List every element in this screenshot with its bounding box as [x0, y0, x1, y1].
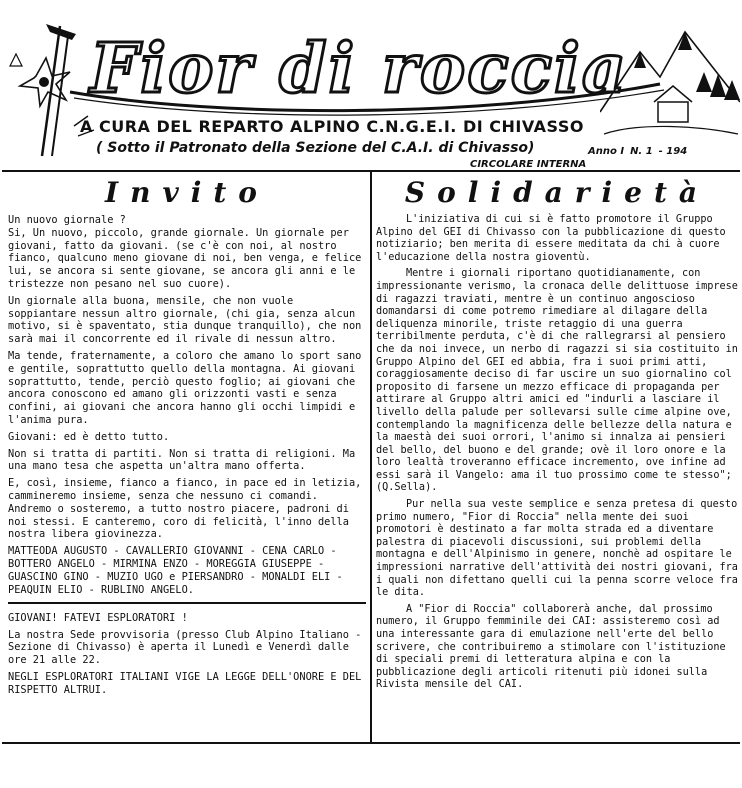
solidarieta-paragraph: Pur nella sua veste semplice e senza pretesa di questo primo numero, "Fior di Roccia" nella mente dei suoi promotori è destinato a far molta strada ed a diventare palestra di piacevoli discussioni, sui problemi della montagna e dell'Alpinismo in genere, nonchè ad ospitare le impressioni narrative dell'attività dei nostri giovani, fra i quali non difettano quelli cui la penna scorre veloce fra le dita.: [376, 499, 738, 599]
issue-year: Anno I: [588, 146, 625, 157]
solidarieta-paragraph: Mentre i giornali riportano quotidianamente, con impressionante verismo, la cronaca delle delittuose imprese di ragazzi traviati, mentre è un continuo angoscioso domandarsi di come potremo rimediare al dilagare della deliquenza minorile, triste retaggio di una guerra terribilmente perduta, c'è di che rallegrarsi al pensiero che da noi invece, un nerbo di ragazzi si sia costituito in Gruppo Alpino del GEI ed abbia, fra i suoi primi atti, coraggiosamente deciso di far uscire un suo giornalino col proposito di farsene un mezzo efficace di propaganda per attirare al Gruppo altri amici ed "indurli a lasciare il livello della palude per sollevarsi sulle cime alpine ove, contemplando la magnificenza delle bellezze della natura e la maestà dei suoi orrori, l'animo si innalza ai pensieri del bello, del buono e del grande; ovè il loro onore e la loro lealtà troveranno efficace incremento, ove infine ad essi sarà il Vangelo: ama il tuo prossimo come te stesso"; (Q.Sella).: [376, 268, 738, 494]
notice-heading: GIOVANI! FATEVI ESPLORATORI !: [8, 611, 188, 624]
circular-label: CIRCOLARE INTERNA: [470, 159, 587, 170]
notice-opening-hours: La nostra Sede provvisoria (presso Club Alpino Italiano - Sezione di Chivasso) è aperta il Lunedì e Venerdì dalle ore 21 alle 22.: [8, 628, 362, 667]
invito-paragraph: Un giornale alla buona, mensile, che non vuole soppiantare nessun altro giornale, (chi gia, senza alcun motivo, si è spaventato, stia dunque tranquillo), che non sarà mai il concorrente ed il rivale di nessun altro.: [8, 294, 362, 346]
invito-title: Invito: [105, 176, 269, 209]
issue-date: - 194: [658, 146, 688, 157]
masthead-subtitle: A CURA DEL REPARTO ALPINO C.N.G.E.I. DI CHIVASSO: [80, 117, 584, 136]
invito-paragraph: E, così, insieme, fianco a fianco, in pace ed in letizia, cammineremo insieme, senza che nessuno ci comandi. Andremo o sosteremo, a tutto nostro piacere, padroni di noi stessi. E canteremo, coro di felicità, l'inno della nostra libera giovinezza.: [8, 477, 362, 541]
masthead: [60, 22, 680, 117]
invito-paragraph: Giovani: ed è detto tutto.: [8, 430, 170, 443]
signatories: MATTEODA AUGUSTO - CAVALLERIO GIOVANNI - CENA CARLO - BOTTERO ANGELO - MIRMINA ENZO - MOREGGIA GIUSEPPE - GUASCINO GINO - MUZIO UGO e PIERSANDRO - MONALDI ELI - PEAQUIN ELIO - RUBLINO ANGELO.: [8, 545, 343, 596]
issue-info: [588, 146, 693, 157]
column-divider: [370, 172, 372, 742]
mountain-chalet-illustration: [600, 22, 740, 142]
solidarieta-column: [376, 176, 738, 696]
invito-paragraph: Un nuovo giornale ? Si, Un nuovo, piccolo, grande giornale. Un giornale per giovani, fatto da giovani. (se c'è con noi, al nostro fianco, qualcuno meno giovane di noi, ben venga, e felice lui, se ancora si sente giovane, se ancora gli anni e le tristezze non pesano nel suo cuore).: [8, 214, 362, 290]
patronage-line: ( Sotto il Patronato della Sezione del C.A.I. di Chivasso): [96, 140, 535, 156]
footer-divider: [2, 742, 740, 744]
masthead-ornament: [60, 22, 680, 117]
solidarieta-paragraph: A "Fior di Roccia" collaborerà anche, dal prossimo numero, il Gruppo femminile dei CAI: assisteremo così ad una interessante gara di emulazione nell'erte del bello scrivere, che contribuiremo a stimolare con l'istituzione di speciali premi di letteratura alpina e con la pubblicazione degli articoli ritenuti più idonei sulla Rivista mensile del CAI.: [376, 603, 726, 691]
issue-number: N. 1: [630, 146, 653, 157]
invito-paragraph: Ma tende, fraternamente, a coloro che amano lo sport sano e gentile, soprattutto quello della montagna. Ai giovani soprattutto, tende, perciò questo foglio; ai giovani che ancora conoscono ed amano gli orizzonti vasti e senza confini, ai giovani che ancora hanno gli occhi limpidi e l'anima pura.: [8, 349, 362, 426]
solidarieta-title: Solidarietà: [404, 176, 710, 209]
invito-paragraph: Non si tratta di partiti. Non si tratta di religioni. Ma una mano tesa che aspetta un'altra mano offerta.: [8, 447, 356, 473]
notice-motto: NEGLI ESPLORATORI ITALIANI VIGE LA LEGGE DELL'ONORE E DEL RISPETTO ALTRUI.: [8, 671, 362, 696]
notice-divider: [8, 602, 366, 604]
masthead-title: Fior di roccia: [90, 29, 628, 109]
invito-column: [8, 176, 366, 701]
solidarieta-paragraph: L'iniziativa di cui si è fatto promotore il Gruppo Alpino del GEI di Chivasso con la pubblicazione di questo notiziario; ben merita di essere meditata da chi à cuore l'educazione della nostra gioventù.: [376, 214, 726, 263]
